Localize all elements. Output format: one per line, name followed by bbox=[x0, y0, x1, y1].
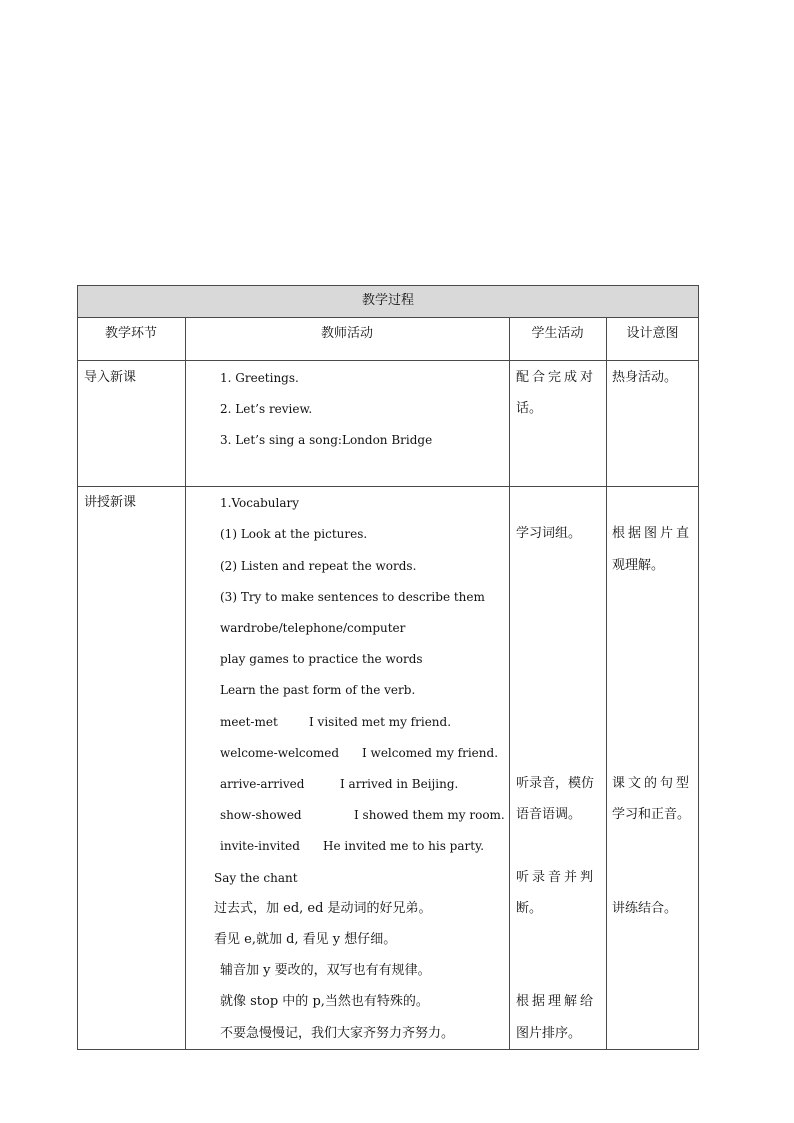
design-intent-line: 根据图片直 bbox=[612, 526, 693, 541]
student-activity-line: 图片排序。 bbox=[516, 1026, 582, 1041]
verb-form: meet-met bbox=[220, 715, 278, 729]
teaching-process-table bbox=[77, 285, 699, 1050]
design-intent-line: 学习和正音。 bbox=[612, 807, 691, 822]
rule bbox=[698, 285, 699, 1050]
stage-label: 导入新课 bbox=[84, 370, 137, 385]
teacher-line: (2) Listen and repeat the words. bbox=[220, 559, 417, 573]
design-intent-line: 热身活动。 bbox=[612, 370, 678, 385]
rule bbox=[509, 317, 510, 1050]
teacher-line: Learn the past form of the verb. bbox=[220, 683, 416, 697]
chant-line: 不要急慢慢记，我们大家齐努力齐努力。 bbox=[220, 1026, 455, 1041]
design-intent-line: 课文的句型 bbox=[612, 776, 693, 791]
table-title: 教学过程 bbox=[361, 293, 414, 308]
stage-label: 讲授新课 bbox=[84, 495, 137, 510]
design-intent-line: 讲练结合。 bbox=[612, 901, 678, 916]
rule bbox=[77, 285, 78, 1050]
teacher-line: 1. Greetings. bbox=[220, 371, 299, 385]
teacher-line: play games to practice the words bbox=[220, 652, 423, 666]
teacher-line: 3. Let’s sing a song:London Bridge bbox=[220, 433, 433, 447]
rule bbox=[606, 317, 607, 1050]
student-activity-line: 学习词组。 bbox=[516, 526, 582, 541]
verb-sentence: He invited me to his party. bbox=[323, 839, 485, 853]
verb-sentence: I visited met my friend. bbox=[309, 715, 452, 729]
chant-line: 过去式，加 ed, ed 是动词的好兄弟。 bbox=[214, 901, 432, 916]
header-stage: 教学环节 bbox=[104, 326, 157, 341]
student-activity-line: 配合完成对 bbox=[516, 370, 597, 385]
verb-form: welcome-welcomed bbox=[220, 746, 340, 760]
chant-title: Say the chant bbox=[214, 871, 298, 885]
teacher-line: 2. Let’s review. bbox=[220, 402, 313, 416]
teacher-line: wardrobe/telephone/computer bbox=[220, 621, 406, 635]
student-activity-line: 根据理解给 bbox=[516, 994, 597, 1009]
chant-line: 就像 stop 中的 p,当然也有特殊的。 bbox=[220, 994, 429, 1009]
teacher-line: 1.Vocabulary bbox=[220, 496, 300, 510]
teacher-line: (1) Look at the pictures. bbox=[220, 527, 368, 541]
rule bbox=[185, 317, 186, 1050]
header-teacher-activity: 教师活动 bbox=[320, 326, 373, 341]
student-activity-line: 话。 bbox=[516, 401, 543, 416]
rule bbox=[77, 285, 699, 286]
student-activity-line: 断。 bbox=[516, 901, 543, 916]
verb-form: invite-invited bbox=[220, 839, 300, 853]
verb-sentence: I showed them my room. bbox=[354, 808, 505, 822]
chant-line: 辅音加 y 要改的，双写也有有规律。 bbox=[220, 963, 431, 978]
teacher-line: (3) Try to make sentences to describe them bbox=[220, 590, 485, 604]
verb-form: show-showed bbox=[220, 808, 302, 822]
chant-line: 看见 e,就加 d, 看见 y 想仔细。 bbox=[214, 932, 397, 947]
header-student-activity: 学生活动 bbox=[531, 326, 584, 341]
verb-sentence: I welcomed my friend. bbox=[362, 746, 499, 760]
header-design-intent: 设计意图 bbox=[626, 326, 679, 341]
student-activity-line: 语音语调。 bbox=[516, 807, 582, 822]
verb-sentence: I arrived in Beijing. bbox=[340, 777, 459, 791]
verb-form: arrive-arrived bbox=[220, 777, 305, 791]
design-intent-line: 观理解。 bbox=[612, 558, 665, 573]
student-activity-line: 听录音，模仿 bbox=[516, 776, 595, 791]
student-activity-line: 听录音并判 bbox=[516, 870, 597, 885]
